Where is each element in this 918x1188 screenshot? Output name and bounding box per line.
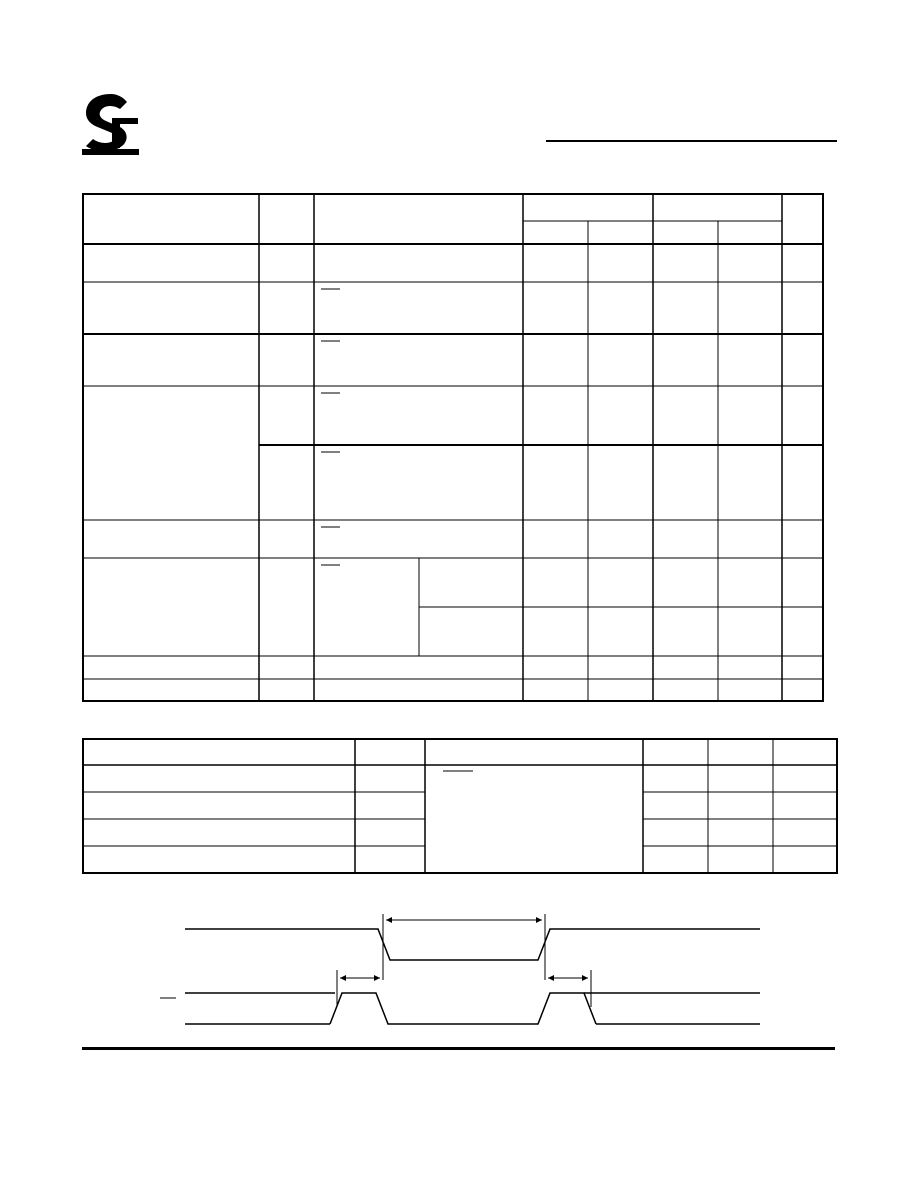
arrowhead bbox=[374, 975, 380, 981]
arrowhead bbox=[536, 917, 542, 923]
capacitance-table bbox=[82, 738, 838, 874]
lower-signal-transition bbox=[330, 993, 596, 1024]
footer-rule bbox=[82, 1047, 835, 1050]
company-logo-icon bbox=[82, 92, 140, 156]
dc-table-border bbox=[83, 194, 823, 701]
header-rule bbox=[546, 140, 837, 142]
timing-diagram bbox=[150, 912, 770, 1032]
cap-table-border bbox=[83, 739, 837, 873]
dc-characteristics-table bbox=[82, 193, 824, 702]
upper-signal-waveform bbox=[185, 929, 760, 960]
arrowhead bbox=[386, 917, 392, 923]
arrowhead bbox=[548, 975, 554, 981]
arrowhead bbox=[340, 975, 346, 981]
arrowhead bbox=[582, 975, 588, 981]
